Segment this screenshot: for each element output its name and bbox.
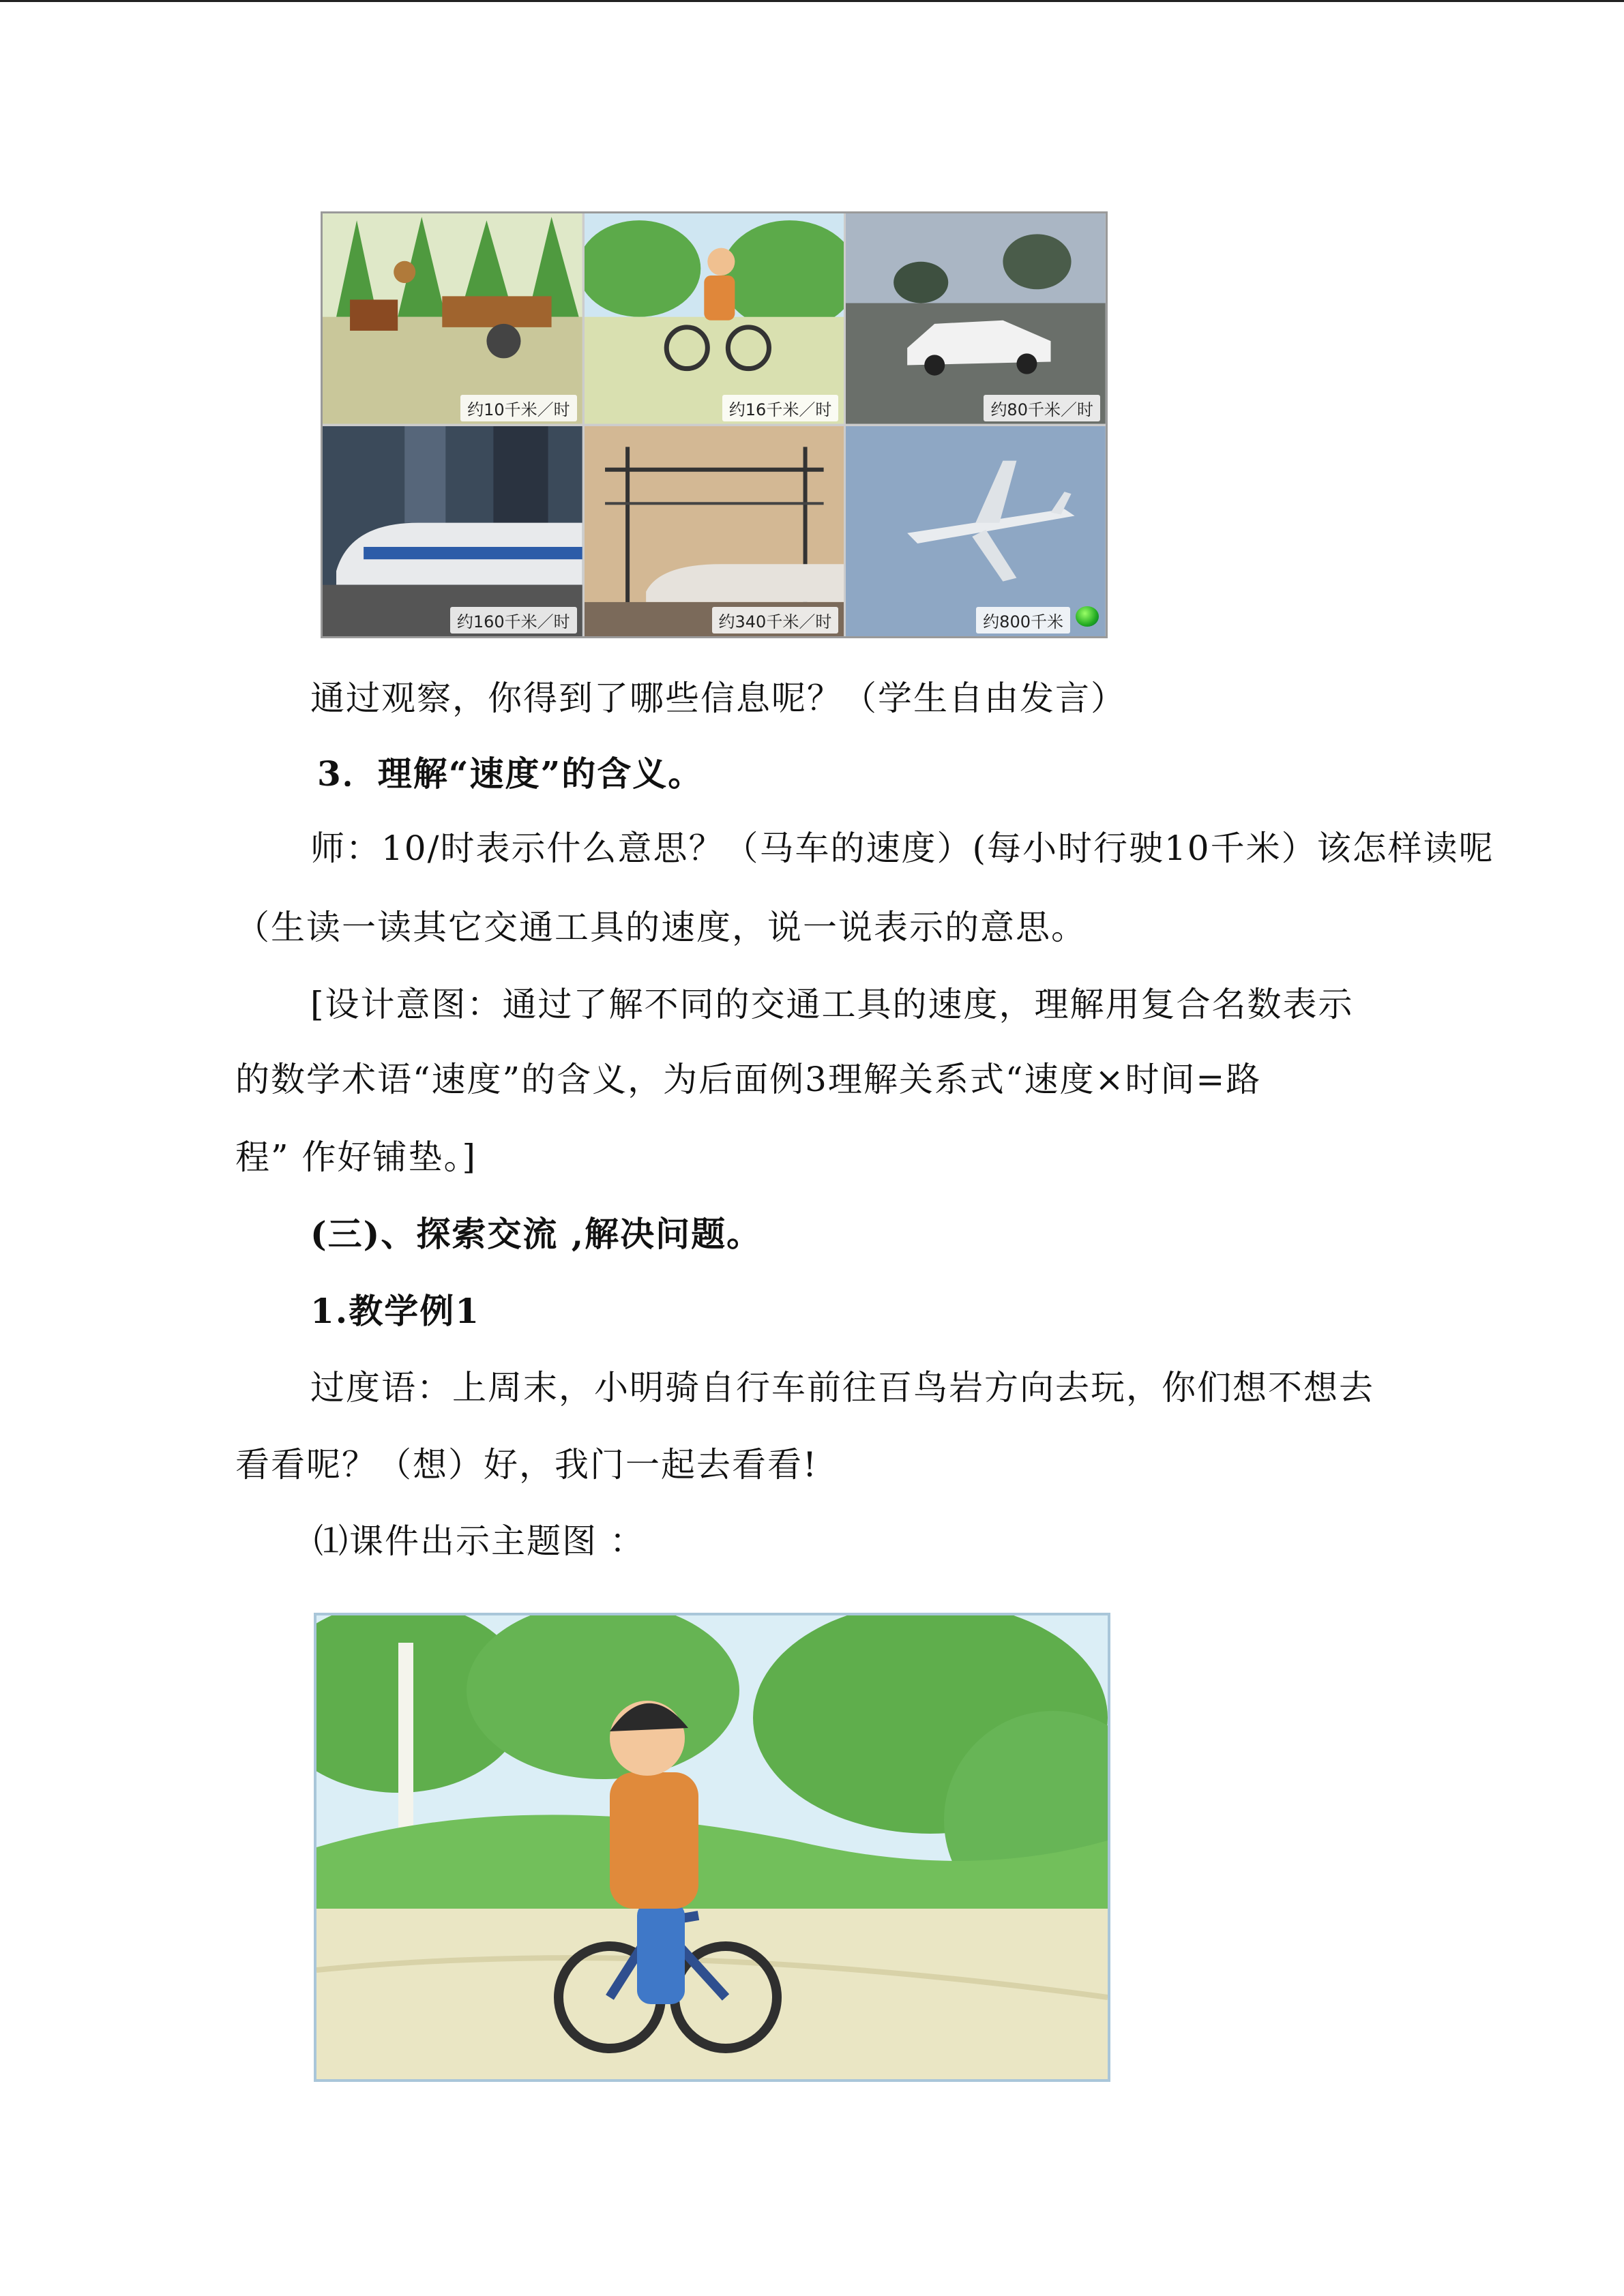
horse-cart-icon	[323, 213, 582, 424]
green-button-icon[interactable]	[1076, 606, 1099, 627]
cyclist-icon	[316, 1615, 1108, 2079]
theme-illustration-cyclist	[314, 1613, 1110, 2082]
heading-example-1: 1.教学例1	[310, 1291, 480, 1331]
heading-speed-meaning: 3．理解“速度”的含义。	[317, 754, 704, 794]
vehicle-cell-car	[846, 213, 1106, 424]
vehicle-cell-train	[323, 426, 582, 637]
car-icon	[846, 213, 1106, 424]
bicycle-icon	[585, 213, 844, 424]
airplane-icon	[846, 426, 1106, 637]
paragraph-teacher-question: 师：10/时表示什么意思？（马车的速度）(每小时行驶10千米）该怎样读呢	[310, 829, 1494, 868]
vehicle-cell-high-speed-train	[585, 426, 844, 637]
paragraph-design-intent-3: 程” 作好铺垫。]	[235, 1137, 477, 1177]
section-heading-explore: (三)、探索交流 ,解决问题。	[310, 1214, 763, 1254]
paragraph-students-read: （生读一读其它交通工具的速度，说一说表示的意思。	[235, 908, 1087, 947]
paragraph-observation: 通过观察，你得到了哪些信息呢？（学生自由发言）	[310, 679, 1126, 718]
paragraph-design-intent-2: 的数学术语“速度”的含义，为后面例3理解关系式“速度×时间=路	[235, 1060, 1262, 1099]
vehicle-cell-horse-cart	[323, 213, 582, 424]
high-speed-train-icon	[585, 426, 844, 637]
vehicle-speed-grid	[321, 211, 1108, 638]
page-top-rule	[0, 0, 1624, 2]
speed-label: 约16千米／时	[722, 395, 839, 421]
paragraph-design-intent-1: [设计意图：通过了解不同的交通工具的速度，理解用复合名数表示	[310, 985, 1354, 1024]
vehicle-cell-bicycle	[585, 213, 844, 424]
speed-label: 约80千米／时	[984, 395, 1100, 421]
paragraph-transition-2: 看看呢？（想）好，我门一起去看看!	[235, 1445, 818, 1485]
speed-label: 约340千米／时	[712, 607, 839, 633]
speed-label: 约800千米	[976, 607, 1070, 633]
paragraph-courseware-figure: ⑴课件出示主题图 ：	[314, 1521, 645, 1561]
train-icon	[323, 426, 582, 637]
speed-label: 约10千米／时	[460, 395, 577, 421]
vehicle-cell-airplane	[846, 426, 1106, 637]
speed-label: 约160千米／时	[450, 607, 577, 633]
paragraph-transition-1: 过度语：上周末，小明骑自行车前往百鸟岩方向去玩，你们想不想去	[310, 1368, 1374, 1407]
